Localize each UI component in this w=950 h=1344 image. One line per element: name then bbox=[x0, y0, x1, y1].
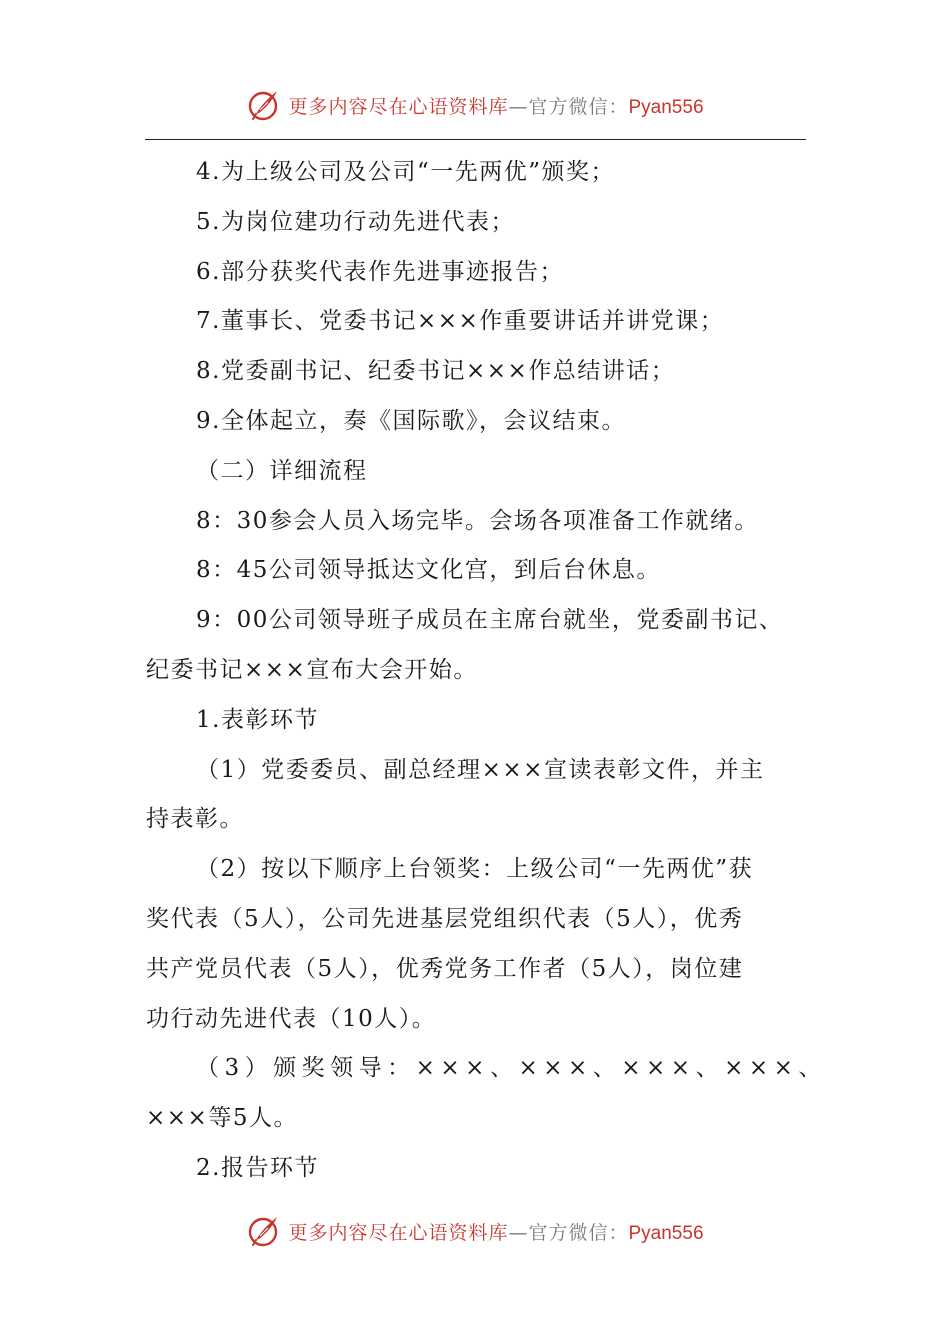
quill-logo-icon bbox=[246, 87, 282, 123]
paragraph-line: 4.为上级公司及公司“一先两优”颁奖； bbox=[196, 159, 615, 185]
subsection-heading: 1.表彰环节 bbox=[196, 706, 319, 733]
watermark-wechat-id: Pyan556 bbox=[628, 96, 704, 118]
paragraph-line: （3）颁奖领导：×××、×××、×××、×××、 bbox=[196, 1055, 827, 1082]
paragraph-line: 6.部分获奖代表作先进事迹报告； bbox=[196, 258, 564, 285]
paragraph-line: 7.董事长、党委书记×××作重要讲话并讲党课； bbox=[196, 308, 725, 335]
paragraph-line: 共产党员代表（5人），优秀党务工作者（5人），岗位建 bbox=[146, 955, 744, 982]
paragraph-line: 持表彰。 bbox=[146, 806, 244, 833]
watermark-text bbox=[288, 92, 703, 119]
paragraph-line: 纪委书记×××宣布大会开始。 bbox=[146, 656, 478, 683]
footer-watermark bbox=[0, 1206, 950, 1256]
paragraph-line: 5.为岗位建功行动先进代表； bbox=[196, 208, 515, 235]
paragraph-line: 8：30参会人员入场完毕。会场各项准备工作就绪。 bbox=[196, 507, 759, 534]
quill-logo-icon bbox=[246, 1213, 282, 1249]
paragraph-line: 功行动先进代表（10人）。 bbox=[146, 1005, 437, 1032]
document-body bbox=[146, 148, 827, 1194]
paragraph-line: 9：00公司领导班子成员在主席台就坐，党委副书记、 bbox=[196, 607, 784, 634]
paragraph-line: 9.全体起立，奏《国际歌》，会议结束。 bbox=[196, 407, 626, 434]
watermark-brand: 更多内容尽在心语资料库 bbox=[288, 95, 509, 118]
watermark-label: 官方微信： bbox=[528, 95, 629, 118]
header-watermark bbox=[0, 80, 950, 130]
watermark-separator: — bbox=[508, 95, 529, 118]
paragraph-line: 8.党委副书记、纪委书记×××作总结讲话； bbox=[196, 358, 676, 385]
paragraph-line: 8：45公司领导抵达文化宫，到后台休息。 bbox=[196, 557, 661, 584]
section-heading: （二）详细流程 bbox=[196, 457, 368, 484]
subsection-heading: 2.报告环节 bbox=[196, 1154, 319, 1181]
header-divider bbox=[145, 139, 806, 140]
paragraph-line: （1）党委委员、副总经理×××宣读表彰文件，并主 bbox=[196, 756, 765, 783]
watermark-text bbox=[288, 1218, 703, 1245]
paragraph-line: 奖代表（5人），公司先进基层党组织代表（5人），优秀 bbox=[146, 905, 744, 932]
watermark-label: 官方微信： bbox=[528, 1221, 629, 1244]
watermark-wechat-id: Pyan556 bbox=[628, 1222, 704, 1244]
watermark-separator: — bbox=[508, 1221, 529, 1244]
paragraph-line: ×××等5人。 bbox=[146, 1105, 298, 1132]
paragraph-line: （2）按以下顺序上台领奖：上级公司“一先两优”获 bbox=[196, 856, 754, 883]
watermark-brand: 更多内容尽在心语资料库 bbox=[288, 1221, 509, 1244]
